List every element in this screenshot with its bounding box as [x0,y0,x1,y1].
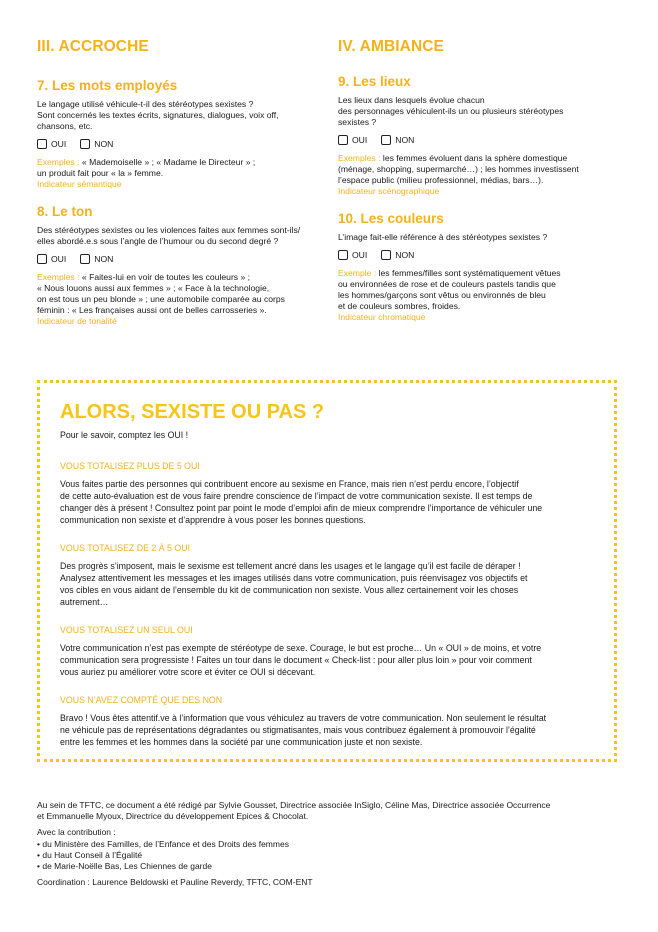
non-checkbox[interactable]: NON [381,135,414,145]
non-checkbox[interactable]: NON [80,139,113,149]
credits-text: Au sein de TFTC, ce document a été rédigé par Sylvie Gousset, Directrice associée InSiglo, Céline Mas, Directrice associée Occurrence et Emmanuelle Myoux, Directrice du développement Epices & Chocolat. [37,800,551,821]
answer-choices [37,254,319,264]
example-text: Exemples : « Mademoiselle » ; « Madame le Directeur » ; un produit fait pour « la » femme. [37,157,256,178]
indicator-label: Indicateur chromatique [338,312,426,322]
example-text: Exemple : les femmes/filles sont systématiquement vêtues ou environnées de rose et de couleurs pastels tandis que les hommes/garçons sont vêtus ou environnés de bleu et de couleurs sombres, froides. [338,268,561,311]
answer-choices [338,250,628,260]
result-text: Bravo ! Vous êtes attentif.ve à l’information que vous véhiculez au travers de votre communication. Non seulement le résultat ne véhicule pas de représentations dégradantes ou stigmatisantes, mais vous contribuez également à promouvoir l’égalité entre les femmes et les hommes dans la société par une communication juste et non sexiste. [60,713,547,747]
checkbox-icon [80,139,90,149]
question-title: 9. Les lieux [338,74,411,89]
oui-checkbox[interactable]: OUI [338,135,367,145]
result-heading: VOUS TOTALISEZ DE 2 À 5 OUI [60,543,191,553]
indicator-label: Indicateur de tonalité [37,316,117,326]
question-text: L’image fait-elle référence à des stéréotypes sexistes ? [338,232,548,242]
non-checkbox[interactable]: NON [80,254,113,264]
checkbox-icon [338,135,348,145]
example-text: Exemples : « Faites-lui en voir de toutes les couleurs » ; « Nous louons aussi aux femmes » ; « Face à la technologie, on est tous un peu blonde » ; une automobile comparée au corps féminin : « Les françaises aussi ont de belles carrosseries ». [37,272,285,315]
question-title: 10. Les couleurs [338,211,444,226]
section-accroche [37,38,319,341]
answer-choices [338,135,628,145]
checkbox-icon [338,250,348,260]
list-item: • de Marie-Noëlle Bas, Les Chiennes de garde [37,861,627,872]
list-item: • du Haut Conseil à l’Égalité [37,850,627,861]
question-8 [37,204,319,327]
checkbox-icon [381,250,391,260]
contribution-label: Avec la contribution : [37,827,116,837]
result-heading: VOUS TOTALISEZ UN SEUL OUI [60,625,193,635]
coordination-text: Coordination : Laurence Beldowski et Pauline Reverdy, TFTC, COM-ENT [37,877,313,887]
indicator-label: Indicateur sémantique [37,179,122,189]
results-intro: Pour le savoir, comptez les OUI ! [60,430,189,440]
indicator-label: Indicateur scénographique [338,186,440,196]
checkbox-icon [37,254,47,264]
section-ambiance [338,38,628,337]
contributors-list [37,839,627,872]
question-text: Des stéréotypes sexistes ou les violences faites aux femmes sont-ils/ elles abordé.e.s sous l’angle de l’humour ou du second degré ? [37,225,301,246]
result-heading: VOUS TOTALISEZ PLUS DE 5 OUI [60,461,200,471]
credits-footer [37,800,627,893]
oui-checkbox[interactable]: OUI [338,250,367,260]
result-text: Vous faites partie des personnes qui contribuent encore au sexisme en France, mais rien n’est perdu encore, l’objectif de cette auto-évaluation est de vous faire prendre conscience de l’impact de votre communication sexiste. Il est temps de changer dès à présent ! Consultez point par point le mode d’emploi afin de mieux comprendre l’importance de véhiculer une communication non sexiste et d’apprendre à vous poser les bonnes questions. [60,479,543,525]
question-title: 7. Les mots employés [37,78,178,93]
result-text: Votre communication n’est pas exempte de stéréotype de sexe. Courage, le but est proche… Un « OUI » de moins, et votre communication sera progressiste ! Faites un tour dans le document « Check-list : pour aller plus loin » pour voir comment vous auriez pu améliorer votre score et éviter ce OUI si décevant. [60,643,542,677]
example-text: Exemples : les femmes évoluent dans la sphère domestique (ménage, shopping, supermarché…) ; les hommes investissent l’espace public (milieu professionnel, médias, bars…). [338,153,579,185]
checkbox-icon [80,254,90,264]
result-text: Des progrès s’imposent, mais le sexisme est tellement ancré dans les usages et le langage qu’il est facile de déraper ! Analysez attentivement les messages et les images utilisés dans votre communication, puis réenvisagez vos objectifs et vos cibles en vous aidant de l’ensemble du kit de communication non sexiste. Vous allez certainement voir les choses autrement… [60,561,528,607]
list-item: • du Ministère des Familles, de l’Enfance et des Droits des femmes [37,839,627,850]
section-title-ambiance: IV. AMBIANCE [338,38,444,55]
oui-checkbox[interactable]: OUI [37,254,66,264]
results-title: ALORS, SEXISTE OU PAS ? [60,401,325,423]
results-box [37,380,617,762]
question-title: 8. Le ton [37,204,93,219]
non-checkbox[interactable]: NON [381,250,414,260]
question-7 [37,78,319,190]
result-heading: VOUS N’AVEZ COMPTÉ QUE DES NON [60,695,223,705]
checkbox-icon [381,135,391,145]
question-9 [338,74,628,197]
question-text: Le langage utilisé véhicule-t-il des stéréotypes sexistes ? Sont concernés les textes écrits, signatures, dialogues, voix off, chansons, etc. [37,99,279,131]
question-text: Les lieux dans lesquels évolue chacun des personnages véhiculent-ils un ou plusieurs stéréotypes sexistes ? [338,95,564,127]
answer-choices [37,139,319,149]
oui-checkbox[interactable]: OUI [37,139,66,149]
question-10 [338,211,628,323]
checkbox-icon [37,139,47,149]
section-title-accroche: III. ACCROCHE [37,38,149,55]
